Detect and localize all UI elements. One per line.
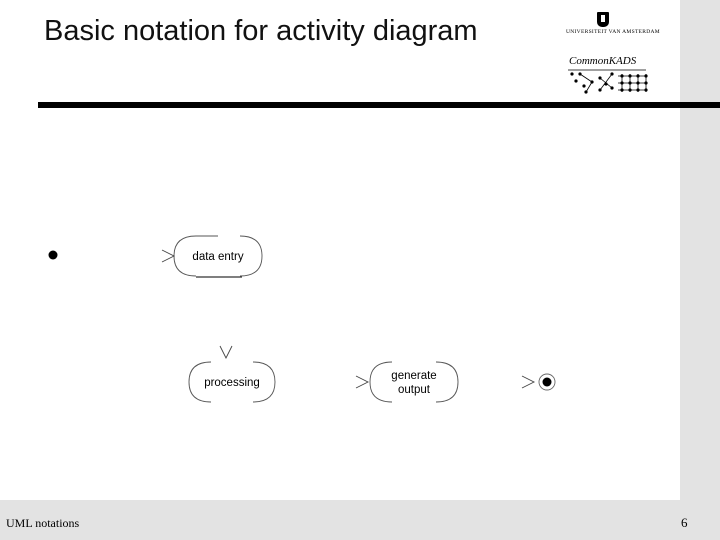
transition-arrowhead — [356, 376, 368, 388]
slide-footer — [0, 500, 720, 540]
activity-generate-output-label-line-1: generate — [391, 370, 437, 382]
activity-generate-output-label-line-2: output — [398, 384, 430, 396]
initial-node — [49, 251, 58, 260]
commonkads-wordmark: CommonKADS — [569, 55, 637, 67]
slide-page-number: 6 — [681, 515, 688, 530]
transition-arrowhead — [522, 376, 534, 388]
slide-title: Basic notation for activity diagram — [44, 15, 478, 47]
activity-processing — [189, 362, 275, 402]
final-node — [539, 374, 555, 390]
transition-arrowhead — [162, 250, 174, 262]
university-wordmark: UNIVERSITEIT VAN AMSTERDAM — [566, 29, 660, 35]
transition-arrowhead — [220, 346, 232, 358]
activity-generate-output — [370, 362, 458, 402]
activity-data-entry — [174, 236, 262, 277]
footer-section-label: UML notations — [6, 516, 80, 530]
activity-processing-label: processing — [204, 377, 260, 389]
activity-data-entry-label: data entry — [192, 251, 244, 263]
